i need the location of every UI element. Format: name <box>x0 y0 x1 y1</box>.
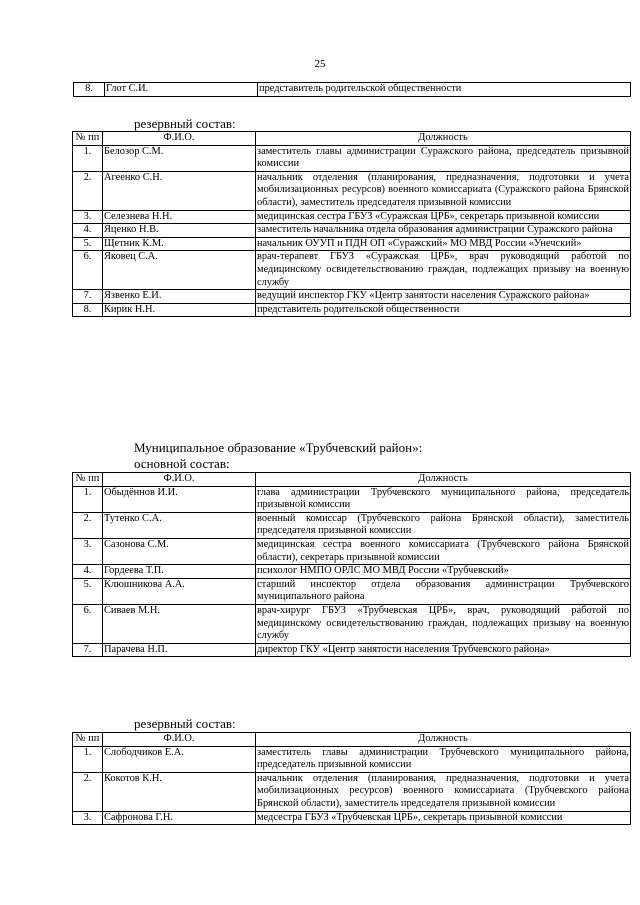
member-name: Белозор С.М. <box>103 145 256 171</box>
member-position: представитель родительской общественности <box>256 303 631 317</box>
row-number: 2. <box>73 772 103 811</box>
member-position: ведущий инспектор ГКУ «Центр занятости населения Суражского района» <box>256 290 631 304</box>
header-name: Ф.И.О. <box>103 473 256 487</box>
row-number: 6. <box>73 604 103 643</box>
row-number: 4. <box>73 224 103 238</box>
member-name: Кокотов К.Н. <box>103 772 256 811</box>
section-title-reserve-surazh: резервный состав: <box>134 116 236 131</box>
table-row <box>73 210 631 224</box>
row-number: 6. <box>73 251 103 290</box>
member-name: Глот С.И. <box>105 83 258 97</box>
members-table-main-trubchevsk <box>72 472 631 657</box>
row-number: 2. <box>73 171 103 210</box>
member-name: Парачева Н.П. <box>103 643 256 657</box>
members-table-reserve-surazh <box>72 131 631 317</box>
member-position: медицинская сестра ГБУЗ «Суражская ЦРБ», секретарь призывной комиссии <box>256 210 631 224</box>
row-number: 8. <box>74 83 105 97</box>
header-num: № пп <box>73 733 103 747</box>
row-number: 1. <box>73 145 103 171</box>
row-number: 1. <box>73 746 103 772</box>
row-number: 3. <box>73 538 103 564</box>
table-row <box>73 811 631 825</box>
member-name: Обыдённов И.И. <box>103 486 256 512</box>
municipality-heading-trubchevsk: Муниципальное образование «Трубчевский район»: <box>134 440 423 455</box>
member-position: представитель родительской общественности <box>258 83 631 97</box>
row-number: 8. <box>73 303 103 317</box>
table-header-row <box>73 473 631 487</box>
section-title-main-trubchevsk: основной состав: <box>134 456 230 471</box>
table-row <box>73 486 631 512</box>
table-row <box>73 604 631 643</box>
table-body <box>74 83 631 97</box>
table-row <box>73 565 631 579</box>
member-position: врач-терапевт ГБУЗ «Суражская ЦРБ», врач руководящий работой по медицинскому освидетельствованию граждан, подлежащих призыву на военную службу <box>256 251 631 290</box>
member-position: начальник отделения (планирования, предназначения, подготовки и учета мобилизационных ресурсов) военного комиссариата (Суражского района Брянской области), заместитель председателя призывной комиссии <box>256 171 631 210</box>
member-name: Кирик Н.Н. <box>103 303 256 317</box>
members-table-reserve-trubchevsk <box>72 732 631 825</box>
row-number: 7. <box>73 643 103 657</box>
table-body <box>73 486 631 657</box>
member-name: Щетник К.М. <box>103 237 256 251</box>
table-body <box>73 746 631 825</box>
section-title-reserve-trubchevsk: резервный состав: <box>134 716 236 731</box>
member-name: Гордеева Т.П. <box>103 565 256 579</box>
table-row <box>73 290 631 304</box>
table-row <box>73 303 631 317</box>
header-num: № пп <box>73 473 103 487</box>
row-number: 7. <box>73 290 103 304</box>
member-name: Сазонова С.М. <box>103 538 256 564</box>
member-position: военный комиссар (Трубчевского района Брянской области), заместитель председателя призывной комиссии <box>256 512 631 538</box>
header-position: Должность <box>256 733 631 747</box>
member-position: старший инспектор отдела образования администрации Трубчевского муниципального района <box>256 578 631 604</box>
table-row <box>73 746 631 772</box>
header-name: Ф.И.О. <box>103 733 256 747</box>
member-name: Тутенко С.А. <box>103 512 256 538</box>
member-name: Селезнева Н.Н. <box>103 210 256 224</box>
table-header-row <box>73 132 631 146</box>
table-row <box>73 171 631 210</box>
member-name: Клюшникова А.А. <box>103 578 256 604</box>
row-number: 2. <box>73 512 103 538</box>
member-name: Сиваев М.Н. <box>103 604 256 643</box>
table-row <box>73 145 631 171</box>
table-body <box>73 145 631 317</box>
page-number: 25 <box>314 58 326 70</box>
table-row <box>73 772 631 811</box>
member-name: Язвенко Е.И. <box>103 290 256 304</box>
member-name: Яковец С.А. <box>103 251 256 290</box>
table-row <box>73 512 631 538</box>
member-position: медсестра ГБУЗ «Трубчевская ЦРБ», секретарь призывной комиссии <box>256 811 631 825</box>
member-position: медицинская сестра военного комиссариата (Трубчевского района Брянской области), секретарь призывной комиссии <box>256 538 631 564</box>
row-number: 5. <box>73 578 103 604</box>
member-position: глава администрации Трубчевского муниципального района, председатель призывной комиссии <box>256 486 631 512</box>
row-number: 1. <box>73 486 103 512</box>
member-position: директор ГКУ «Центр занятости населения Трубчевского района» <box>256 643 631 657</box>
member-position: врач-хирург ГБУЗ «Трубчевская ЦРБ», врач, руководящий работой по медицинскому освидетельствованию граждан, подлежащих призыву на военную службу <box>256 604 631 643</box>
table-row <box>73 237 631 251</box>
member-name: Сафронова Г.Н. <box>103 811 256 825</box>
table-row <box>73 251 631 290</box>
row-number: 5. <box>73 237 103 251</box>
row-number: 4. <box>73 565 103 579</box>
members-table-continuation <box>73 82 631 97</box>
member-name: Слободчиков Е.А. <box>103 746 256 772</box>
table-row <box>73 643 631 657</box>
row-number: 3. <box>73 210 103 224</box>
table-row <box>73 224 631 238</box>
member-position: заместитель главы администрации Трубчевского муниципального района, председатель призывной комиссии <box>256 746 631 772</box>
member-name: Яценко Н.В. <box>103 224 256 238</box>
header-position: Должность <box>256 132 631 146</box>
header-num: № пп <box>73 132 103 146</box>
member-position: психолог НМПО ОРЛС МО МВД России «Трубчевский» <box>256 565 631 579</box>
row-number: 3. <box>73 811 103 825</box>
member-position: заместитель главы администрации Суражского района, председатель призывной комиссии <box>256 145 631 171</box>
member-position: начальник ОУУП и ПДН ОП «Суражский» МО МВД России «Унечский» <box>256 237 631 251</box>
table-row <box>73 578 631 604</box>
header-position: Должность <box>256 473 631 487</box>
table-row <box>73 538 631 564</box>
member-name: Агеенко С.Н. <box>103 171 256 210</box>
table-row <box>74 83 631 97</box>
header-name: Ф.И.О. <box>103 132 256 146</box>
table-header-row <box>73 733 631 747</box>
member-position: начальник отделения (планирования, предназначения, подготовки и учета мобилизационных ресурсов) военного комиссариата (Трубчевского района Брянской области), заместитель председателя призывной комиссии <box>256 772 631 811</box>
member-position: заместитель начальника отдела образования администрации Суражского района <box>256 224 631 238</box>
